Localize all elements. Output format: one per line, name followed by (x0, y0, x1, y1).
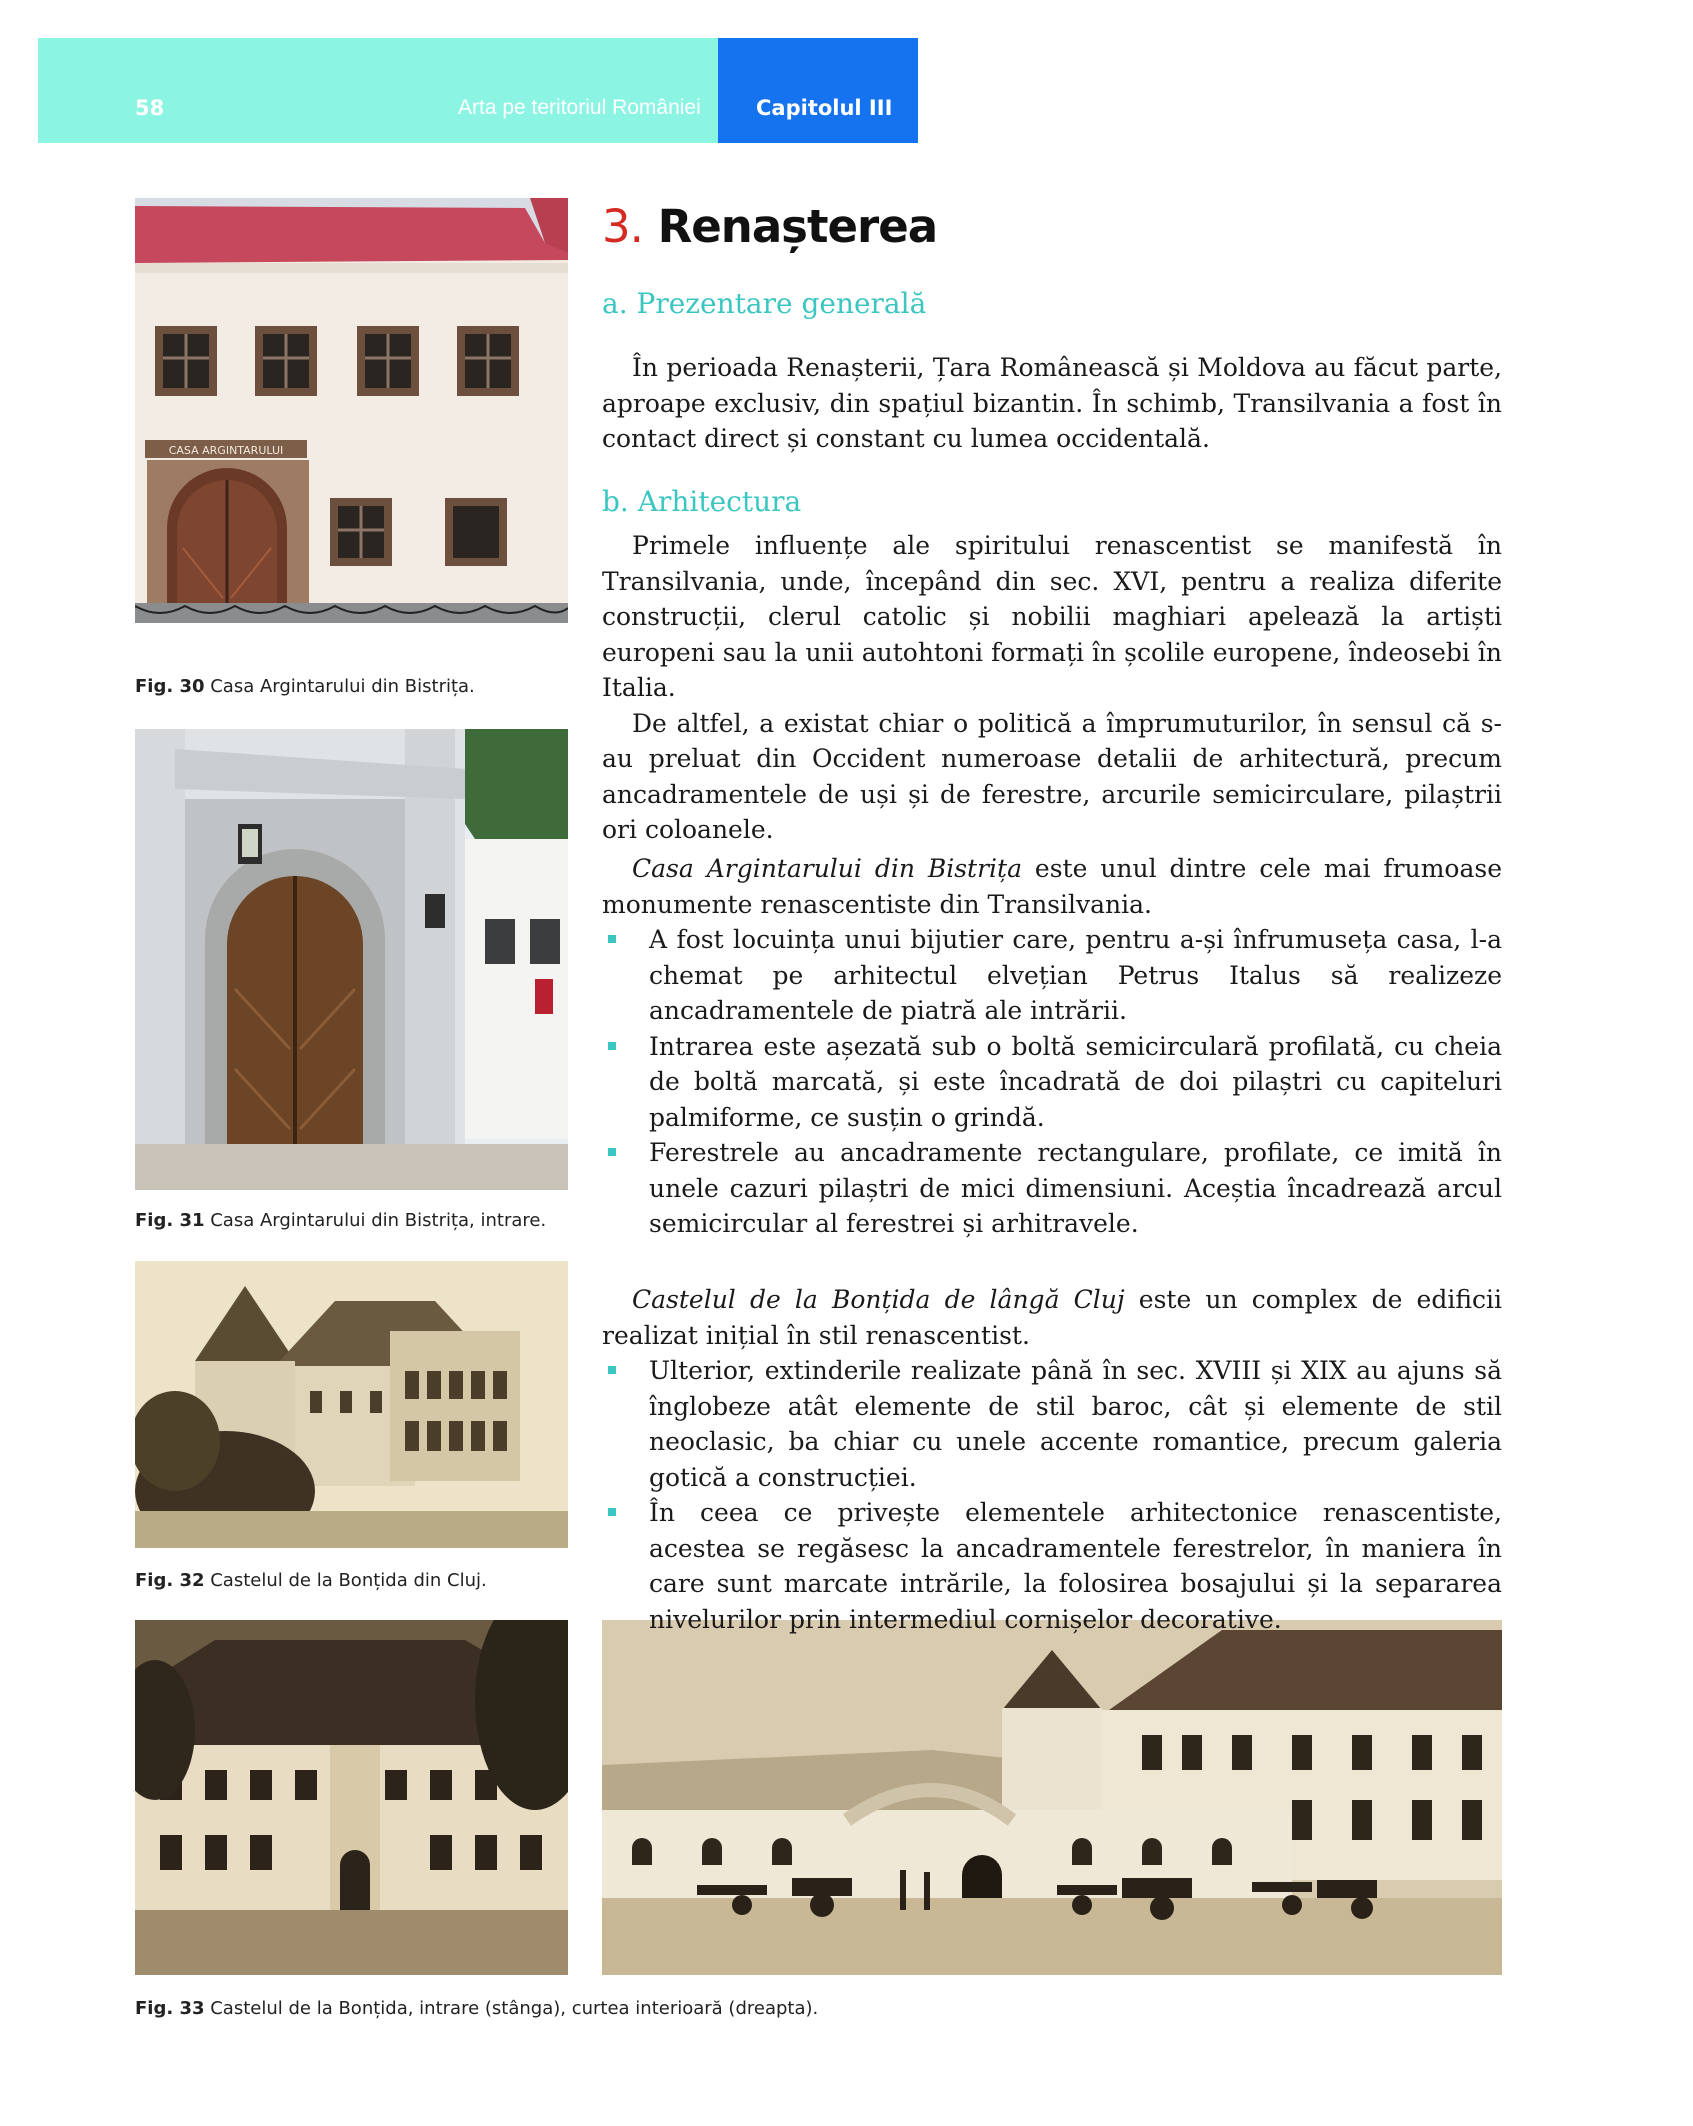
intro-paragraph: În perioada Renașterii, Țara Românească și Moldova au făcut parte, aproape exclusiv, din spațiul bizantin. În schimb, Transilvania a fost în contact direct și constant cu lumea occidentală. (602, 353, 1502, 453)
figure-33-right-photo (602, 1620, 1502, 1975)
figure-33-left-photo (135, 1620, 568, 1975)
casa-text-block (602, 851, 1502, 1242)
chapter-label: Capitolul III (756, 96, 893, 120)
figure-30-sign: CASA ARGINTARULUI (168, 444, 284, 457)
architecture-paragraph-1: Primele influențe ale spiritului renascentist se manifestă în Transilvania, unde, începând din sec. XVI, pentru a realiza diferite construcții, clerul catolic și nobilii maghiari apelează la artiști europeni sau la unii autohtoni formați în școlile europene, îndeosebi în Italia. (602, 531, 1502, 702)
casa-bullet-list (602, 922, 1502, 1242)
intro-paragraph-block (602, 350, 1502, 457)
list-item: A fost locuința unui bijutier care, pentru a-și înfrumuseța casa, l-a chemat pe arhitectul elvețian Petrus Italus să realizeze ancadramentele de piatră ale intrării. (602, 922, 1502, 1029)
casa-name: Casa Argintarului din Bistrița (632, 854, 1022, 883)
figure-31-caption: Fig. 31 Casa Argintarului din Bistrița, intrare. (135, 1210, 547, 1231)
castel-bullet-list (602, 1353, 1502, 1637)
figure-31-photo (135, 729, 568, 1190)
section-title (602, 200, 937, 253)
figure-33-caption: Fig. 33 Castelul de la Bonțida, intrare (stânga), curtea interioară (dreapta). (135, 1998, 819, 2019)
castel-text-block (602, 1282, 1502, 1637)
castel-name: Castelul de la Bonțida de lângă Cluj (632, 1285, 1125, 1314)
figure-30-photo (135, 198, 568, 623)
architecture-text-block (602, 528, 1502, 848)
list-item: În ceea ce privește elementele arhitectonice renascentiste, acestea se regăsesc la ancadramentele ferestrelor, în maniera în care sunt marcate intrările, la folosirea bosajului și la separarea nivelurilor prin intermediul cornișelor decorative. (602, 1495, 1502, 1637)
list-item: Ferestrele au ancadramente rectangulare, profilate, ce imită în unele cazuri pilaștri de mici dimensiuni. Aceștia încadrează arcul semicircular al ferestrei și arhitravele. (602, 1135, 1502, 1242)
figure-32-caption: Fig. 32 Castelul de la Bonțida din Cluj. (135, 1570, 487, 1591)
castel-intro: este un complex de edificii realizat inițial în stil renascentist. (602, 1285, 1502, 1350)
castel-paragraph (602, 1282, 1502, 1353)
page-number: 58 (135, 96, 165, 120)
running-title: Arta pe teritoriul României (458, 96, 701, 119)
chapter-tab (718, 38, 918, 143)
casa-intro: este unul dintre cele mai frumoase monumente renascentiste din Transilvania. (602, 854, 1502, 919)
header-bar (38, 38, 718, 143)
list-item: Intrarea este așezată sub o boltă semicirculară profilată, cu cheia de boltă marcată, și este încadrată de doi pilaștri cu capiteluri palmiforme, ce susțin o grindă. (602, 1029, 1502, 1136)
list-item: Ulterior, extinderile realizate până în sec. XVIII și XIX au ajuns să înglobeze atât elemente de stil baroc, cât și elemente de stil neoclasic, ba chiar cu unele accente romantice, precum galeria gotică a construcției. (602, 1353, 1502, 1495)
section-title-text: Renașterea (657, 200, 938, 253)
casa-paragraph (602, 851, 1502, 922)
architecture-paragraph-2: De altfel, a existat chiar o politică a împrumuturilor, în sensul că s-au preluat din Occident numeroase detalii de arhitectură, precum ancadramentele de uși și de ferestre, arcurile semicirculare, pilaștrii ori coloanele. (602, 708, 1502, 844)
subhead-arhitectura: b. Arhitectura (602, 485, 802, 518)
subhead-prezentare: a. Prezentare generală (602, 287, 927, 320)
section-number: 3. (602, 200, 643, 253)
figure-32-photo (135, 1261, 568, 1548)
figure-30-caption: Fig. 30 Casa Argintarului din Bistrița. (135, 676, 475, 697)
